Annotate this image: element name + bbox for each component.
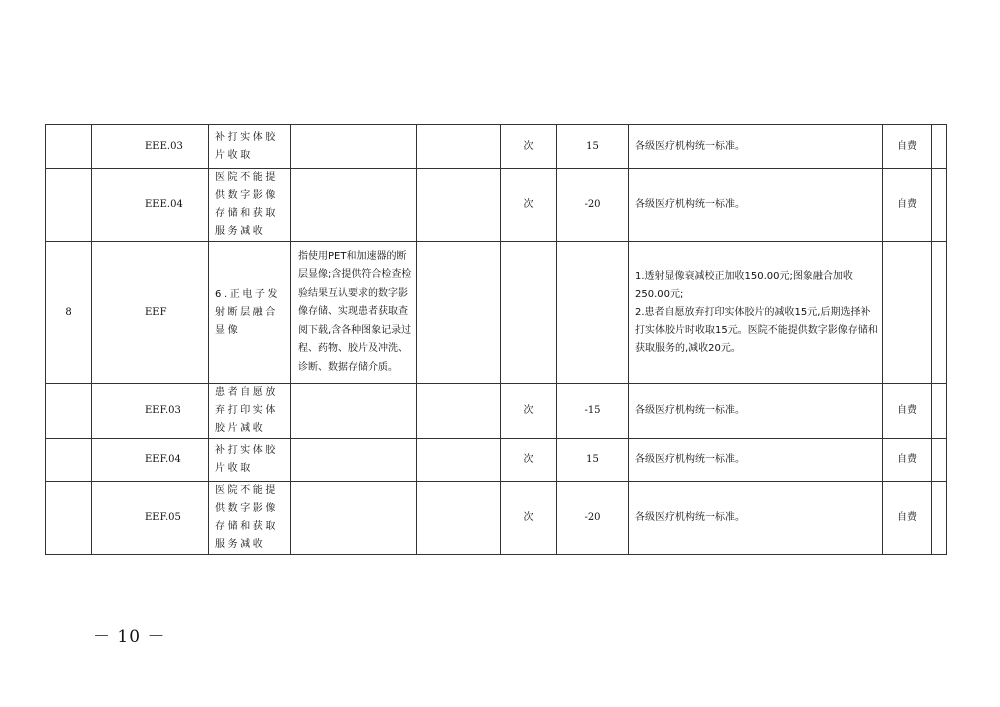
note-line: 各级医疗机构统一标准。: [635, 454, 745, 465]
row-number: [46, 439, 92, 482]
note-line: 1.透射显像衰减校正加收150.00元;图象融合加收250.00元;: [635, 270, 853, 300]
item-code: EEF: [92, 242, 209, 384]
table-row: [46, 242, 947, 384]
price-value: -20: [557, 169, 629, 242]
table-row: [46, 169, 947, 242]
remark-cell: [932, 125, 947, 169]
payment-category: [883, 242, 932, 384]
item-code: EEE.04: [92, 169, 209, 242]
payment-category: 自费: [883, 384, 932, 439]
price-value: [557, 242, 629, 384]
item-notes: [629, 482, 883, 555]
table-row: [46, 482, 947, 555]
price-unit: 次: [501, 439, 557, 482]
item-name: 医院不能提供数字影像存储和获取服务减收: [209, 482, 291, 555]
item-name: 医院不能提供数字影像存储和获取服务减收: [209, 169, 291, 242]
item-content: [291, 439, 417, 482]
fee-table: [45, 124, 947, 555]
item-content: [291, 169, 417, 242]
price-value: 15: [557, 125, 629, 169]
item-content: [291, 125, 417, 169]
item-code: EEF.03: [92, 384, 209, 439]
row-number: [46, 482, 92, 555]
price-unit: 次: [501, 125, 557, 169]
item-name: 补打实体胶片收取: [209, 439, 291, 482]
excluded-content: [417, 482, 501, 555]
remark-cell: [932, 482, 947, 555]
price-value: 15: [557, 439, 629, 482]
item-notes: [629, 169, 883, 242]
price-value: -20: [557, 482, 629, 555]
remark-cell: [932, 242, 947, 384]
item-notes: [629, 439, 883, 482]
price-unit: 次: [501, 384, 557, 439]
item-name: 补打实体胶片收取: [209, 125, 291, 169]
table-row: [46, 384, 947, 439]
item-code: EEF.05: [92, 482, 209, 555]
item-code: EEF.04: [92, 439, 209, 482]
excluded-content: [417, 439, 501, 482]
remark-cell: [932, 439, 947, 482]
item-notes: [629, 384, 883, 439]
price-unit: 次: [501, 169, 557, 242]
price-unit: [501, 242, 557, 384]
item-name: 患者自愿放弃打印实体胶片减收: [209, 384, 291, 439]
table-row: [46, 125, 947, 169]
row-number: 8: [46, 242, 92, 384]
table-row: [46, 439, 947, 482]
item-name: 6.正电子发射断层融合显像: [209, 242, 291, 384]
row-number: [46, 169, 92, 242]
payment-category: 自费: [883, 482, 932, 555]
payment-category: 自费: [883, 439, 932, 482]
excluded-content: [417, 169, 501, 242]
note-line: 各级医疗机构统一标准。: [635, 512, 745, 523]
page-number: － 10 －: [93, 627, 166, 647]
price-unit: 次: [501, 482, 557, 555]
remark-cell: [932, 169, 947, 242]
item-notes: [629, 242, 883, 384]
price-value: -15: [557, 384, 629, 439]
excluded-content: [417, 384, 501, 439]
note-line: 各级医疗机构统一标准。: [635, 140, 745, 152]
row-number: [46, 384, 92, 439]
item-code: EEE.03: [92, 125, 209, 169]
item-notes: [629, 125, 883, 169]
row-number: [46, 125, 92, 169]
note-line: 各级医疗机构统一标准。: [635, 199, 745, 210]
note-line: 2.患者自愿放弃打印实体胶片的减收15元,后期选择补打实体胶片时收取15元。医院不能提供数字影像存储和获取服务的,减收20元。: [635, 306, 878, 354]
note-line: 各级医疗机构统一标准。: [635, 405, 745, 416]
excluded-content: [417, 125, 501, 169]
item-content: [291, 482, 417, 555]
payment-category: 自费: [883, 169, 932, 242]
excluded-content: [417, 242, 501, 384]
remark-cell: [932, 384, 947, 439]
payment-category: 自费: [883, 125, 932, 169]
item-content: [291, 384, 417, 439]
item-content: 指使用PET和加速器的断层显像;含提供符合检查检验结果互认要求的数字影像存储、实现患者获取查阅下载,含各种图象记录过程、药物、胶片及冲洗、诊断、数据存储介质。: [291, 242, 417, 384]
